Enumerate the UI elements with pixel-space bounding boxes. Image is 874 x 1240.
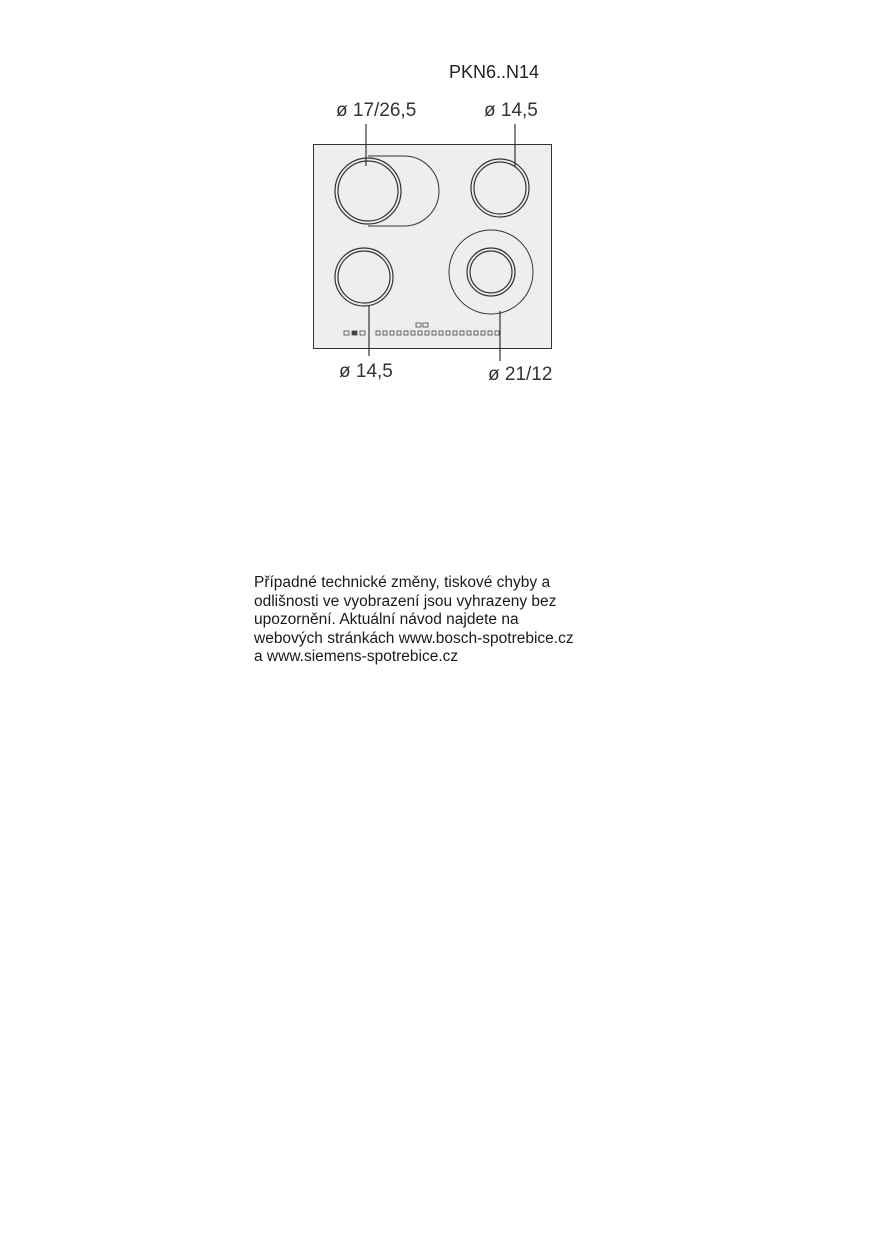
disclaimer-notice (254, 574, 614, 667)
dimension-top-right: ø 14,5 (484, 100, 538, 121)
dimension-bottom-left: ø 14,5 (339, 361, 393, 382)
notice-line: Případné technické změny, tiskové chyby a (254, 574, 551, 591)
model-label: PKN6..N14 (449, 62, 540, 82)
notice-line: a www.siemens-spotrebice.cz (254, 648, 459, 666)
notice-line: webových stránkách www.bosch-spotrebice.cz (254, 629, 574, 647)
notice-line: upozornění. Aktuální návod najdete na (254, 611, 519, 629)
notice-line: odlišnosti ve vyobrazení jsou vyhrazeny bez (254, 592, 557, 610)
dimension-bottom-right: ø 21/12 (488, 364, 553, 385)
dimension-top-left: ø 17/26,5 (336, 100, 417, 121)
hob-diagram (0, 0, 874, 420)
zone-top-left-outer (335, 158, 401, 224)
